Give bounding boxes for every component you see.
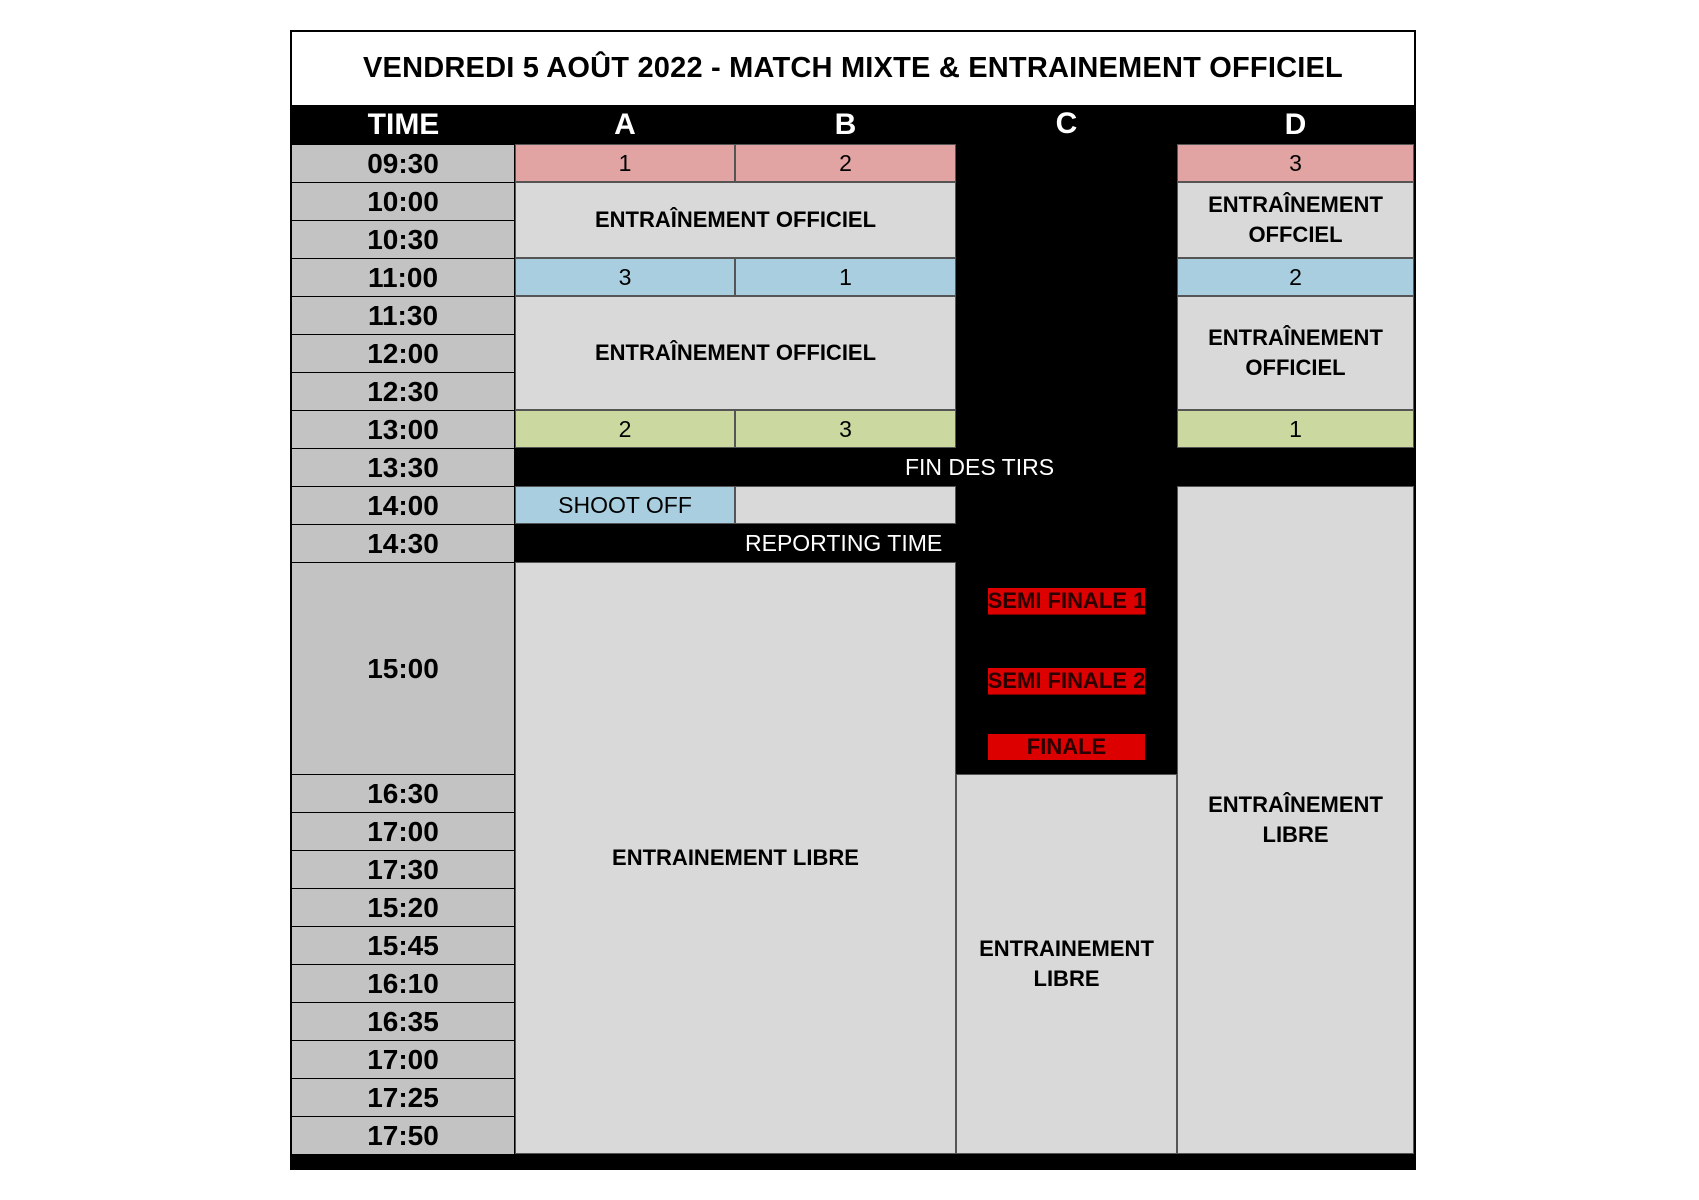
shoot-off-cell: SHOOT OFF — [515, 486, 735, 524]
time-slot: 10:30 — [292, 220, 515, 258]
time-slot: 12:30 — [292, 372, 515, 410]
time-slot: 17:30 — [292, 850, 515, 888]
time-slot: 17:00 — [292, 812, 515, 850]
header-time: TIME — [292, 105, 515, 144]
time-slot: 15:00 — [292, 562, 515, 774]
header-lane-c: C — [956, 105, 1177, 524]
header-lane-a: A — [515, 105, 735, 144]
match-cell-a-1300: 2 — [515, 410, 735, 448]
fin-des-tirs-bar: FIN DES TIRS — [515, 448, 1414, 486]
training-cell-d-libre: ENTRAÎNEMENT LIBRE — [1177, 486, 1414, 1154]
finale-cell: FINALE — [988, 734, 1146, 760]
time-slot: 14:00 — [292, 486, 515, 524]
time-slot: 15:20 — [292, 888, 515, 926]
semi-finale-2-cell: SEMI FINALE 2 — [987, 667, 1146, 693]
time-slot: 17:25 — [292, 1078, 515, 1116]
time-slot: 13:30 — [292, 448, 515, 486]
time-slot: 11:30 — [292, 296, 515, 334]
match-cell-b-0930: 2 — [735, 144, 956, 182]
training-cell-d-1130: ENTRAÎNEMENT OFFICIEL — [1177, 296, 1414, 410]
match-cell-d-0930: 3 — [1177, 144, 1414, 182]
time-slot: 11:00 — [292, 258, 515, 296]
time-slot: 12:00 — [292, 334, 515, 372]
match-cell-d-1100: 2 — [1177, 258, 1414, 296]
time-slot: 10:00 — [292, 182, 515, 220]
training-cell-d-1000: ENTRAÎNEMENT OFFCIEL — [1177, 182, 1414, 258]
header-lane-d: D — [1177, 105, 1414, 144]
time-slot: 16:30 — [292, 774, 515, 812]
time-slot: 09:30 — [292, 144, 515, 182]
time-slot: 16:35 — [292, 1002, 515, 1040]
header-lane-b: B — [735, 105, 956, 144]
match-cell-b-1100: 1 — [735, 258, 956, 296]
time-slot: 13:00 — [292, 410, 515, 448]
training-cell-ab-1130: ENTRAÎNEMENT OFFICIEL — [515, 296, 956, 410]
time-slot: 17:50 — [292, 1116, 515, 1154]
time-slot: 17:00 — [292, 1040, 515, 1078]
semi-finale-1-cell: SEMI FINALE 1 — [987, 588, 1146, 614]
time-slot: 16:10 — [292, 964, 515, 1002]
time-slot: 14:30 — [292, 524, 515, 562]
match-cell-d-1300: 1 — [1177, 410, 1414, 448]
reporting-time-bar: REPORTING TIME — [515, 524, 1177, 562]
match-cell-a-0930: 1 — [515, 144, 735, 182]
finals-block — [956, 562, 1177, 774]
match-cell-a-1100: 3 — [515, 258, 735, 296]
training-cell-ab-1000: ENTRAÎNEMENT OFFICIEL — [515, 182, 956, 258]
match-cell-b-1300: 3 — [735, 410, 956, 448]
empty-cell-b-1400 — [735, 486, 956, 524]
time-slot: 15:45 — [292, 926, 515, 964]
training-cell-ab-libre: ENTRAINEMENT LIBRE — [515, 562, 956, 1154]
training-cell-c-libre: ENTRAINEMENT LIBRE — [956, 774, 1177, 1154]
schedule-table — [290, 30, 1416, 1170]
schedule-title: VENDREDI 5 AOÛT 2022 - MATCH MIXTE & ENTRAINEMENT OFFICIEL — [292, 32, 1414, 105]
